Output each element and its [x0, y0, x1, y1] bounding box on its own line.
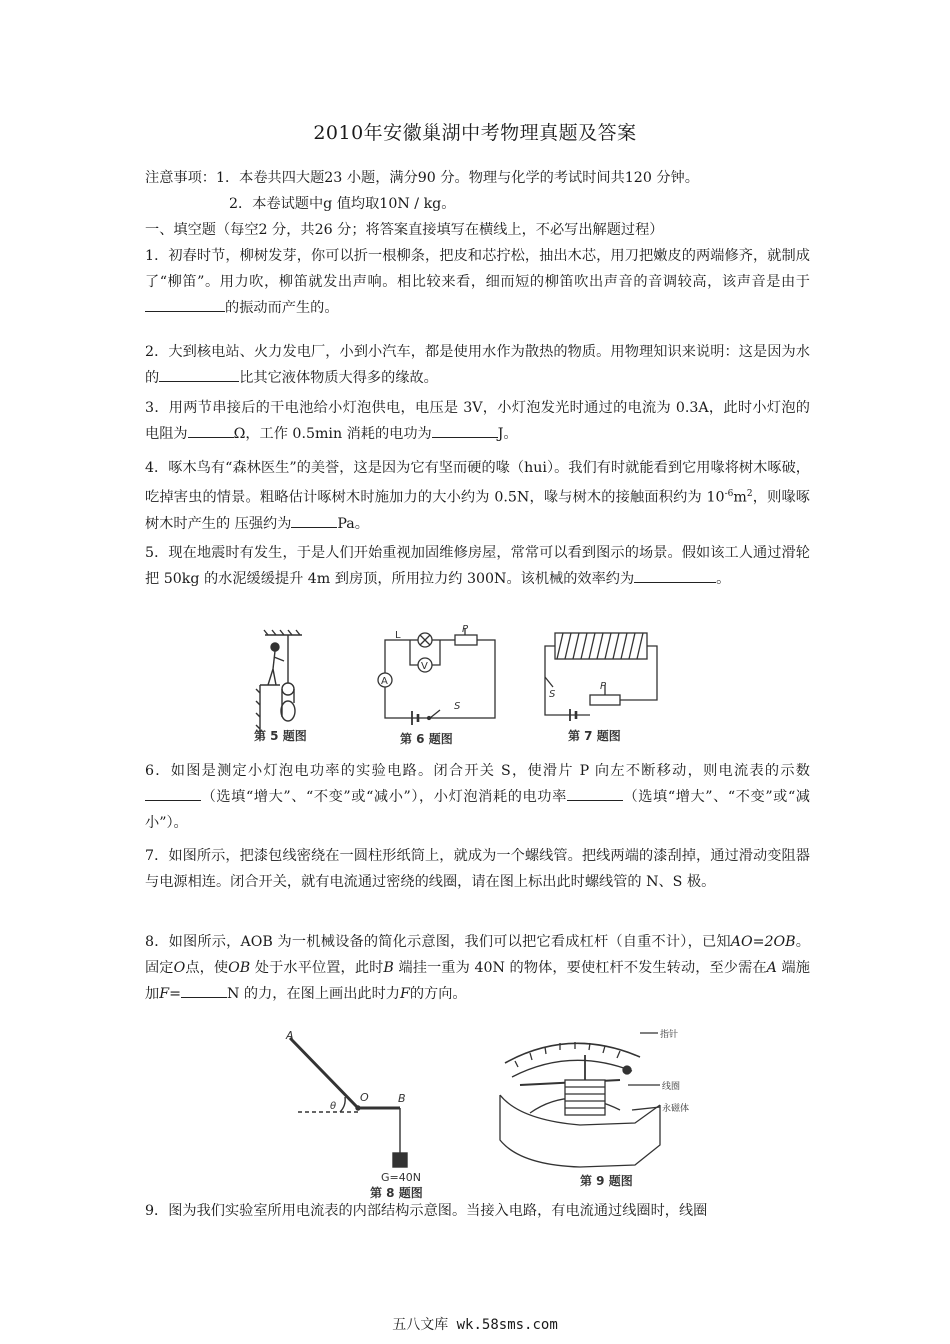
page-title: 2010年安徽巢湖中考物理真题及答案 — [313, 122, 637, 144]
q8-ratio: AO=2OB — [730, 934, 796, 950]
question-4 — [145, 455, 810, 537]
question-9 — [145, 1198, 810, 1224]
fig5-caption: 第 5 题图 — [254, 729, 307, 743]
fig7-caption: 第 7 题图 — [568, 729, 621, 743]
q4-text: 4．啄木鸟有“森林医生”的美誉，这是因为它有坚而硬的喙（hui）。我们有时就能看到它用喙将树木啄破，吃掉害虫的情景。粗略估计啄树木时施加力的大小约为 0.5N，喙与树木的接触面积约为 10 — [145, 460, 810, 506]
fig8-label-O: O — [360, 1091, 369, 1104]
exam-notes — [145, 165, 810, 243]
q8-point-b: B — [383, 960, 394, 976]
page-footer: 五八文库 wk.58sms.com — [392, 1317, 558, 1333]
question-8 — [145, 929, 810, 1007]
question-2 — [145, 339, 810, 391]
fig8-label-weight: G=40N — [381, 1171, 421, 1184]
fig9-label-pointer: 指针 — [660, 1030, 679, 1040]
fig7-label-S: S — [549, 689, 556, 700]
question-6 — [145, 758, 810, 836]
fig7-solenoid-diagram — [545, 633, 657, 721]
q8-after: 的方向。 — [409, 986, 467, 1002]
q8-mid: N 的力，在图上画出此时力 — [226, 986, 400, 1002]
q8-text: 8．如图所示，AOB 为一机械设备的简化示意图，我们可以把它看成杠杆（自重不计），已知 — [145, 934, 731, 950]
q6-power-blank[interactable] — [567, 786, 623, 801]
q5-answer-blank[interactable] — [634, 568, 716, 583]
q8-answer-blank[interactable] — [181, 983, 227, 998]
q2-text: 2．大到核电站、火力发电厂，小到小汽车，都是使用水作为散热的物质。用物理知识来说明：这是因为水的 — [145, 344, 810, 386]
q8-force-symbol-2: F — [399, 986, 410, 1002]
q1-after: 的振动而产生的。 — [225, 300, 339, 316]
fig8-label-B: B — [398, 1092, 406, 1105]
fig7-label-P: P — [600, 681, 607, 692]
fig9-ammeter-diagram — [500, 1033, 660, 1167]
fig6-label-L: L — [395, 630, 401, 641]
section-heading: 一、填空题（每空2 分，共26 分；将答案直接填写在横线上，不必写出解题过程） — [145, 222, 664, 238]
fig8-label-theta: θ — [330, 1101, 337, 1112]
q5-after: 。 — [716, 571, 731, 587]
fig9-label-coil: 线圈 — [662, 1082, 681, 1092]
q1-text: 1．初春时节，柳树发芽，你可以折一根柳条，把皮和芯拧松，抽出木芯，用刀把嫩皮的两端修齐，就制成了“柳笛”。用力吹，柳笛就发出声响。相比较来看，细而短的柳笛吹出声音的音调较高，该声音是由于 — [145, 248, 810, 290]
q2-answer-blank[interactable] — [159, 367, 239, 382]
question-7 — [145, 843, 810, 895]
q8-text-5: 端挂一重为 40N 的物体，要使杠杆不发生转动，至少需在 — [393, 960, 767, 976]
q5-text: 5．现在地震时有发生，于是人们开始重视加固维修房屋，常常可以看到图示的场景。假如该工人通过滑轮把 50kg 的水泥缓缓提升 4m 到房顶，所用拉力约 300N。该机械的效率约为 — [145, 545, 810, 587]
q8-text-4: 处于水平位置，此时 — [250, 960, 384, 976]
q3-after: J。 — [497, 426, 518, 442]
q8-point-o: O — [173, 960, 186, 976]
fig8-lever-diagram — [290, 1038, 407, 1167]
q8-text-2: 。固定 — [145, 934, 810, 976]
q6-current-blank[interactable] — [145, 786, 201, 801]
fig6-label-A: A — [381, 676, 388, 687]
q4-answer-blank[interactable] — [291, 513, 337, 528]
q7-text: 7．如图所示，把漆包线密绕在一圆柱形纸筒上，就成为一个螺线管。把线两端的漆刮掉，通过滑动变阻器与电源相连。闭合开关，就有电流通过密绕的线圈，请在图上标出此时螺线管的 N、S 极。 — [145, 848, 810, 890]
question-5 — [145, 540, 810, 592]
fig9-label-magnet: 永磁体 — [662, 1104, 690, 1114]
q2-after: 比其它液体物质大得多的缘故。 — [239, 370, 438, 386]
q1-answer-blank[interactable] — [145, 297, 225, 312]
fig6-label-S: S — [454, 701, 461, 712]
q3-energy-blank[interactable] — [432, 423, 498, 438]
q3-text: 3．用两节串接后的干电池给小灯泡供电，电压是 3V，小灯泡发光时通过的电流为 0.3A，此时小灯泡的电阻为 — [145, 400, 810, 442]
notes-line-2: 2．本卷试题中g 值均取10N / kg。 — [229, 196, 456, 212]
fig6-circuit-diagram — [378, 628, 495, 725]
q8-point-a: A — [766, 960, 777, 976]
q4-mid: ，则喙啄树木时产生的 压强约为 — [145, 489, 810, 532]
figure-row-1 — [240, 625, 670, 750]
fig8-caption: 第 8 题图 — [370, 1186, 423, 1200]
q4-after: Pa。 — [337, 515, 369, 532]
q8-segment-ob: OB — [228, 960, 251, 976]
question-1 — [145, 243, 810, 321]
question-3 — [145, 395, 810, 447]
q6-after: （选填“增大”、“不变”或“减小”）。 — [145, 789, 810, 831]
q4-unit-exponent: 2 — [746, 489, 753, 499]
q3-resistance-blank[interactable] — [188, 423, 234, 438]
q4-exponent: -6 — [724, 489, 734, 499]
fig6-label-V: V — [421, 661, 428, 672]
fig6-label-P: P — [462, 624, 469, 635]
fig9-caption: 第 9 题图 — [580, 1174, 633, 1188]
q8-force-symbol: F — [159, 986, 170, 1002]
fig8-label-A: A — [286, 1029, 294, 1042]
q9-text: 9．图为我们实验室所用电流表的内部结构示意图。当接入电路，有电流通过线圈时，线圈 — [145, 1203, 708, 1219]
q4-unit: m — [733, 489, 747, 506]
notes-line-1: 注意事项：1．本卷共四大题23 小题，满分90 分。物理与化学的考试时间共120 分钟。 — [145, 170, 699, 186]
q8-equals: = — [169, 986, 181, 1002]
q8-text-6: 端施加 — [145, 960, 810, 1002]
q3-mid: Ω，工作 0.5min 消耗的电功为 — [233, 426, 432, 442]
q8-text-3: 点，使 — [185, 960, 229, 976]
fig6-caption: 第 6 题图 — [400, 732, 453, 746]
q6-mid: （选填“增大”、“不变”或“减小”），小灯泡消耗的电功率 — [201, 789, 567, 805]
figure-row-2 — [280, 1025, 700, 1200]
q6-text: 6．如图是测定小灯泡电功率的实验电路。闭合开关 S，使滑片 P 向左不断移动，则电流表的示数 — [145, 763, 810, 779]
fig5-pulley-diagram — [256, 630, 302, 737]
